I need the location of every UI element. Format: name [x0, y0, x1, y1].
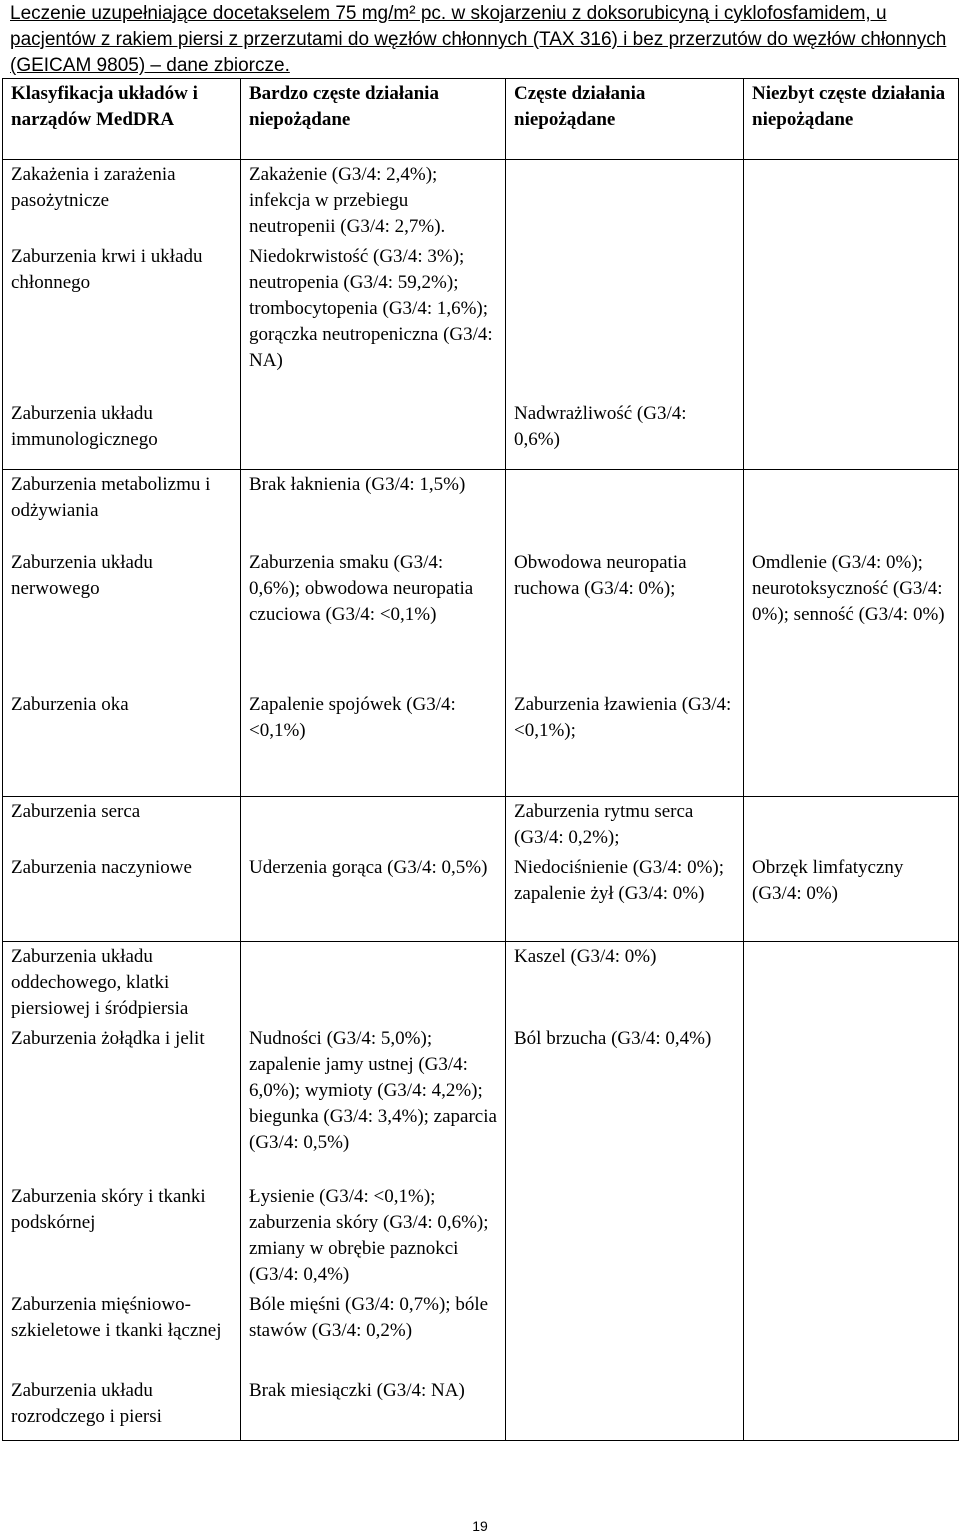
table-row: [3, 1024, 959, 1182]
table-row: [3, 242, 959, 399]
cell-common: [506, 1376, 744, 1440]
cell-very-common: Łysienie (G3/4: <0,1%); zaburzenia skóry (G3/4: 0,6%); zmiany w obrębie paznokci (G3/4: 0,4%): [241, 1182, 506, 1290]
cell-uncommon: [744, 399, 959, 469]
table-row: [3, 690, 959, 796]
cell-soc: Zaburzenia skóry i tkanki podskórnej: [3, 1182, 241, 1290]
cell-common: Kaszel (G3/4: 0%): [506, 942, 744, 1025]
cell-very-common: [241, 399, 506, 469]
cell-common: Ból brzucha (G3/4: 0,4%): [506, 1024, 744, 1182]
cell-soc: Zaburzenia układu oddechowego, klatki piersiowej i śródpiersia: [3, 942, 241, 1025]
cell-common: Niedociśnienie (G3/4: 0%); zapalenie żył (G3/4: 0%): [506, 853, 744, 942]
table-row: [3, 160, 959, 243]
cell-uncommon: [744, 1182, 959, 1290]
cell-soc: Zaburzenia układu rozrodczego i piersi: [3, 1376, 241, 1440]
header-uncommon: Niezbyt częste działania niepożądane: [744, 79, 959, 160]
header-soc: Klasyfikacja układów i narządów MedDRA: [3, 79, 241, 160]
cell-uncommon: [744, 942, 959, 1025]
cell-soc: Zaburzenia układu nerwowego: [3, 548, 241, 690]
cell-uncommon: [744, 469, 959, 548]
cell-very-common: Uderzenia gorąca (G3/4: 0,5%): [241, 853, 506, 942]
cell-soc: Zaburzenia krwi i układu chłonnego: [3, 242, 241, 399]
table-row: [3, 942, 959, 1025]
cell-uncommon: Omdlenie (G3/4: 0%); neurotoksyczność (G3/4: 0%); senność (G3/4: 0%): [744, 548, 959, 690]
table-row: [3, 469, 959, 548]
cell-common: [506, 1182, 744, 1290]
cell-uncommon: [744, 1024, 959, 1182]
header-common: Częste działania niepożądane: [506, 79, 744, 160]
cell-common: [506, 1290, 744, 1376]
cell-common: Zaburzenia rytmu serca (G3/4: 0,2%);: [506, 796, 744, 853]
cell-very-common: Niedokrwistość (G3/4: 3%); neutropenia (G3/4: 59,2%); trombocytopenia (G3/4: 1,6%); gorączka neutropeniczna (G3/4: NA): [241, 242, 506, 399]
cell-very-common: [241, 796, 506, 853]
table-caption: Leczenie uzupełniające docetakselem 75 mg/m² pc. w skojarzeniu z doksorubicyną i cyklofosfamidem, u pacjentów z rakiem piersi z przerzutami do węzłów chłonnych (TAX 316) i bez przerzutów do węzłów chłonnych (GEICAM 9805) – dane zbiorcze.: [10, 3, 947, 76]
table-header-row: [3, 79, 959, 160]
page-number: 19: [472, 1518, 488, 1534]
table-row: [3, 853, 959, 942]
cell-soc: Zaburzenia naczyniowe: [3, 853, 241, 942]
table-row: [3, 399, 959, 469]
cell-uncommon: [744, 690, 959, 796]
cell-common: [506, 469, 744, 548]
table-row: [3, 1290, 959, 1376]
cell-soc: Zaburzenia serca: [3, 796, 241, 853]
cell-uncommon: Obrzęk limfatyczny (G3/4: 0%): [744, 853, 959, 942]
cell-soc: Zaburzenia mięśniowo-szkieletowe i tkanki łącznej: [3, 1290, 241, 1376]
cell-common: [506, 242, 744, 399]
cell-very-common: Bóle mięśni (G3/4: 0,7%); bóle stawów (G3/4: 0,2%): [241, 1290, 506, 1376]
cell-soc: Zakażenia i zarażenia pasożytnicze: [3, 160, 241, 243]
table-row: [3, 1376, 959, 1440]
cell-very-common: Zaburzenia smaku (G3/4: 0,6%); obwodowa neuropatia czuciowa (G3/4: <0,1%): [241, 548, 506, 690]
table-row: [3, 548, 959, 690]
table-row: [3, 796, 959, 853]
cell-common: Zaburzenia łzawienia (G3/4: <0,1%);: [506, 690, 744, 796]
cell-very-common: Brak łaknienia (G3/4: 1,5%): [241, 469, 506, 548]
cell-uncommon: [744, 1290, 959, 1376]
cell-uncommon: [744, 1376, 959, 1440]
cell-soc: Zaburzenia metabolizmu i odżywiania: [3, 469, 241, 548]
cell-uncommon: [744, 796, 959, 853]
cell-common: Nadwrażliwość (G3/4: 0,6%): [506, 399, 744, 469]
table-row: [3, 1182, 959, 1290]
cell-very-common: Nudności (G3/4: 5,0%); zapalenie jamy ustnej (G3/4: 6,0%); wymioty (G3/4: 4,2%); biegunka (G3/4: 3,4%); zaparcia (G3/4: 0,5%): [241, 1024, 506, 1182]
header-very-common: Bardzo częste działania niepożądane: [241, 79, 506, 160]
cell-very-common: Brak miesiączki (G3/4: NA): [241, 1376, 506, 1440]
cell-soc: Zaburzenia żołądka i jelit: [3, 1024, 241, 1182]
cell-common: Obwodowa neuropatia ruchowa (G3/4: 0%);: [506, 548, 744, 690]
cell-very-common: Zakażenie (G3/4: 2,4%); infekcja w przebiegu neutropenii (G3/4: 2,7%).: [241, 160, 506, 243]
cell-very-common: [241, 942, 506, 1025]
cell-soc: Zaburzenia oka: [3, 690, 241, 796]
adverse-reactions-table: [2, 78, 959, 1441]
cell-soc: Zaburzenia układu immunologicznego: [3, 399, 241, 469]
cell-uncommon: [744, 160, 959, 243]
cell-uncommon: [744, 242, 959, 399]
cell-very-common: Zapalenie spojówek (G3/4: <0,1%): [241, 690, 506, 796]
cell-common: [506, 160, 744, 243]
